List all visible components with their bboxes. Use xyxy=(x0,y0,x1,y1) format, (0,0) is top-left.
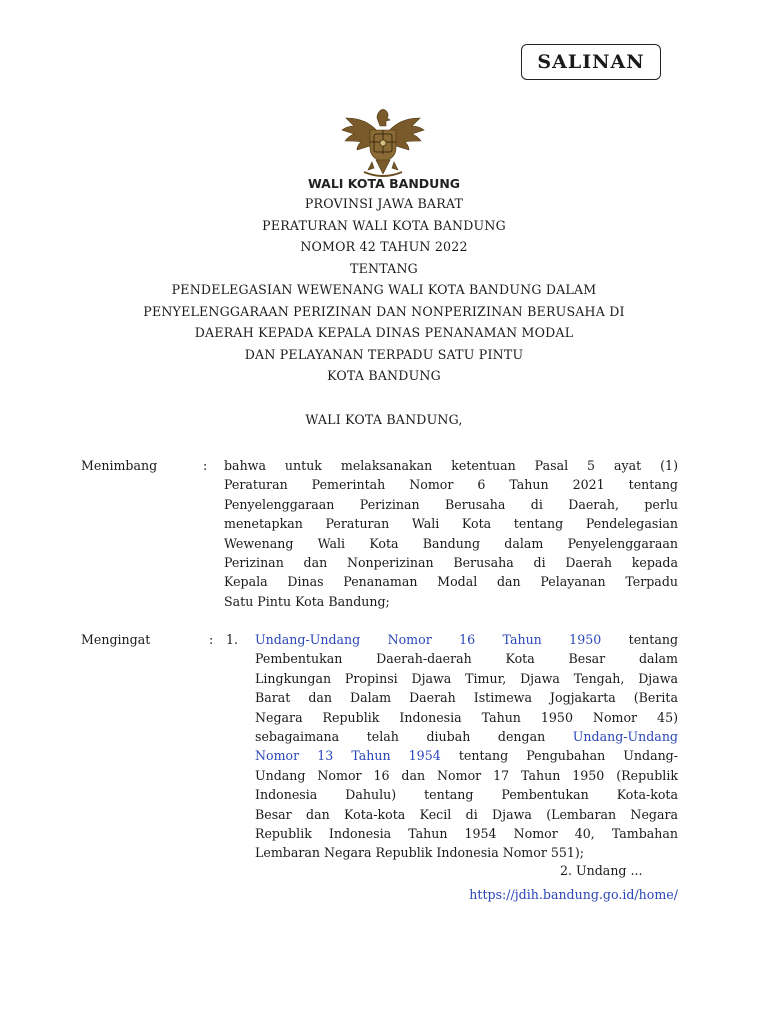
title-line-4: DAN PELAYANAN TERPADU SATU PINTU xyxy=(244,347,524,362)
title-line-3: DAERAH KEPADA KEPALA DINAS PENANAMAN MODAL xyxy=(194,325,574,340)
emblem-caption: WALI KOTA BANDUNG xyxy=(307,176,461,191)
menimbang-line: bahwa untuk melaksanakan ketentuan Pasal 5 ayat (1) xyxy=(224,458,678,473)
law-link-1954-part1[interactable]: Undang-Undang xyxy=(572,728,678,744)
mengingat-line xyxy=(255,746,678,765)
mengingat-label: Mengingat xyxy=(81,632,151,647)
menimbang-line: Wewenang Wali Kota Bandung dalam Penyelenggaraan xyxy=(224,535,678,551)
line-text: tentang Pengubahan Undang- xyxy=(440,748,679,764)
tentang-heading: TENTANG xyxy=(350,261,418,276)
title-line-2: PENYELENGGARAAN PERIZINAN DAN NONPERIZINAN BERUSAHA DI xyxy=(143,304,625,319)
mengingat-line: Negara Republik Indonesia Tahun 1950 Nomor 45) xyxy=(255,709,678,725)
mengingat-line xyxy=(255,727,678,746)
continuation-marker: 2. Undang ... xyxy=(560,863,643,878)
footer-url-link[interactable]: https://jdih.bandung.go.id/home/ xyxy=(469,887,678,902)
item-number: 1. xyxy=(226,632,239,647)
law-link-1954-part2[interactable]: Nomor 13 Tahun 1954 xyxy=(255,748,441,764)
menimbang-line: Penyelenggaraan Perizinan Berusaha di Daerah, perlu xyxy=(224,496,678,512)
garuda-emblem-icon xyxy=(330,104,436,182)
mengingat-line: Indonesia Dahulu) tentang Pembentukan Kota-kota xyxy=(255,787,678,803)
mengingat-line: Republik Indonesia Tahun 1954 Nomor 40, Tambahan xyxy=(255,825,678,841)
salinan-stamp: SALINAN xyxy=(521,44,661,80)
menimbang-paragraph xyxy=(224,456,678,611)
regulation-number: NOMOR 42 TAHUN 2022 xyxy=(300,239,468,254)
mengingat-colon: : xyxy=(209,632,214,647)
menimbang-line: Satu Pintu Kota Bandung; xyxy=(224,593,390,609)
menimbang-colon: : xyxy=(203,458,208,473)
province-heading: PROVINSI JAWA BARAT xyxy=(304,196,464,211)
mengingat-line: Pembentukan Daerah-daerah Kota Besar dalam xyxy=(255,651,678,667)
line-text: sebagaimana telah diubah dengan xyxy=(255,728,573,744)
mengingat-line: Lembaran Negara Republik Indonesia Nomor 551); xyxy=(255,845,585,861)
mengingat-paragraph xyxy=(255,630,678,863)
menimbang-line: menetapkan Peraturan Wali Kota tentang Pendelegasian xyxy=(224,516,678,532)
mengingat-line: Besar dan Kota-kota Kecil di Djawa (Lembaran Negara xyxy=(255,806,678,822)
issuer-heading: WALI KOTA BANDUNG, xyxy=(305,412,463,427)
mengingat-line: Undang Nomor 16 dan Nomor 17 Tahun 1950 (Republik xyxy=(255,767,678,783)
regulation-heading: PERATURAN WALI KOTA BANDUNG xyxy=(262,218,506,233)
title-line-1: PENDELEGASIAN WEWENANG WALI KOTA BANDUNG DALAM xyxy=(171,282,597,297)
menimbang-line: Kepala Dinas Penanaman Modal dan Pelayanan Terpadu xyxy=(224,574,678,590)
mengingat-line: Barat dan Dalam Daerah Istimewa Jogjakarta (Berita xyxy=(255,690,678,706)
title-line-5: KOTA BANDUNG xyxy=(327,368,441,383)
menimbang-line: Peraturan Pemerintah Nomor 6 Tahun 2021 tentang xyxy=(224,477,678,493)
menimbang-line: Perizinan dan Nonperizinan Berusaha di Daerah kepada xyxy=(224,554,678,570)
menimbang-label: Menimbang xyxy=(81,458,158,473)
law-link-1950[interactable]: Undang-Undang Nomor 16 Tahun 1950 xyxy=(255,632,602,647)
line-text: tentang xyxy=(601,632,679,647)
mengingat-line: Lingkungan Propinsi Djawa Timur, Djawa Tengah, Djawa xyxy=(255,670,678,686)
mengingat-line xyxy=(255,630,678,649)
